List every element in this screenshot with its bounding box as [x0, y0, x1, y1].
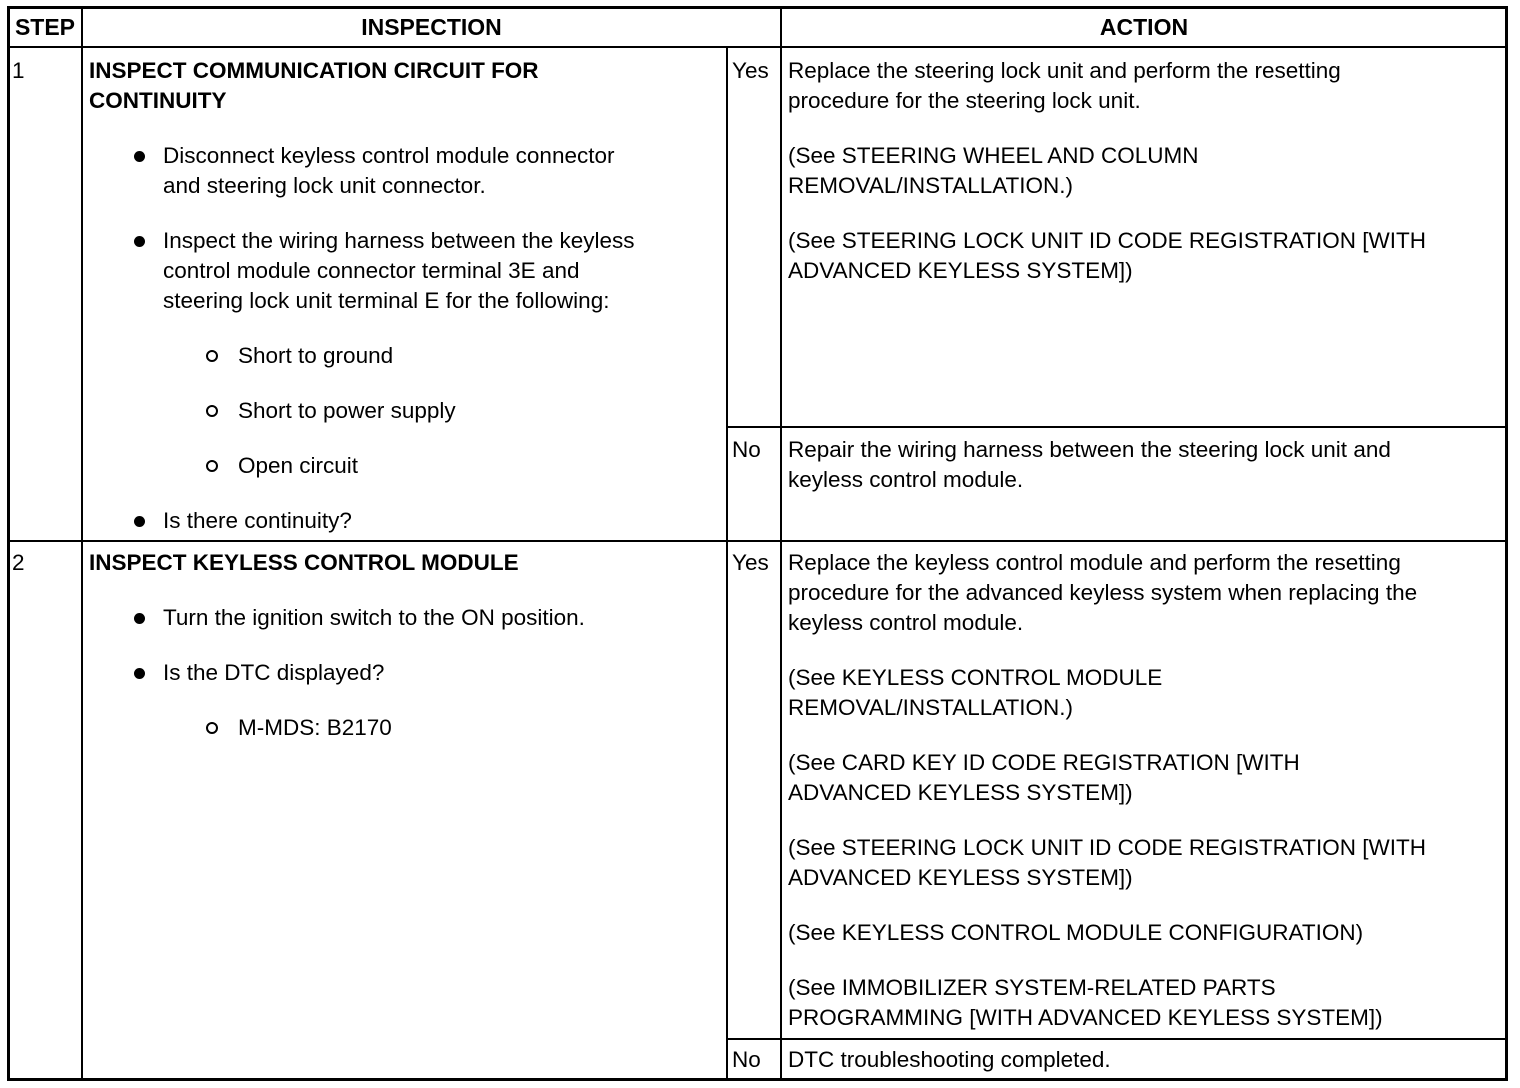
action-text: Replace the steering lock unit and perform the resetting procedure for the steering lock unit. — [788, 58, 1341, 113]
step-divider — [7, 540, 1508, 542]
list-item: Is the DTC displayed? — [163, 660, 385, 685]
sub-list-item: M-MDS: B2170 — [238, 715, 392, 740]
bullet-icon — [134, 151, 145, 162]
header-step: STEP — [14, 14, 76, 40]
action-reference: (See CARD KEY ID CODE REGISTRATION [WITH ADVANCED KEYLESS SYSTEM]) — [788, 750, 1300, 805]
header-inspection: INSPECTION — [361, 14, 502, 40]
header-divider — [7, 46, 1508, 48]
sub-bullet-icon — [206, 460, 218, 472]
action-reference: (See KEYLESS CONTROL MODULE REMOVAL/INSTALLATION.) — [788, 665, 1163, 720]
no-label: No — [732, 1047, 761, 1072]
list-item: Turn the ignition switch to the ON position. — [163, 605, 585, 630]
sub-bullet-icon — [206, 350, 218, 362]
action-reference: (See IMMOBILIZER SYSTEM-RELATED PARTS PROGRAMMING [WITH ADVANCED KEYLESS SYSTEM]) — [788, 975, 1383, 1030]
step-title: INSPECT COMMUNICATION CIRCUIT FOR CONTINUITY — [89, 58, 539, 113]
inspection-answer-divider — [726, 46, 728, 1081]
yes-label: Yes — [732, 58, 769, 83]
step2-yes-no-divider — [726, 1038, 1508, 1040]
action-reference: (See STEERING LOCK UNIT ID CODE REGISTRATION [WITH ADVANCED KEYLESS SYSTEM]) — [788, 228, 1426, 283]
list-item: Disconnect keyless control module connector and steering lock unit connector. — [163, 143, 615, 198]
step-number: 2 — [12, 550, 25, 575]
header-action: ACTION — [1099, 14, 1189, 40]
no-label: No — [732, 437, 761, 462]
action-column-divider — [780, 6, 782, 1081]
step1-yes-no-divider — [726, 426, 1508, 428]
bullet-icon — [134, 668, 145, 679]
action-reference: (See KEYLESS CONTROL MODULE CONFIGURATION) — [788, 920, 1364, 945]
list-item: Is there continuity? — [163, 508, 352, 533]
step-column-divider — [81, 6, 83, 1081]
sub-bullet-icon — [206, 722, 218, 734]
sub-bullet-icon — [206, 405, 218, 417]
sub-list-item: Short to ground — [238, 343, 394, 368]
step-title: INSPECT KEYLESS CONTROL MODULE — [89, 550, 519, 575]
action-text: Replace the keyless control module and perform the resetting procedure for the advanced keyless system when replacing the keyless control module. — [788, 550, 1418, 635]
bullet-icon — [134, 613, 145, 624]
action-reference: (See STEERING LOCK UNIT ID CODE REGISTRATION [WITH ADVANCED KEYLESS SYSTEM]) — [788, 835, 1426, 890]
bullet-icon — [134, 516, 145, 527]
action-text: DTC troubleshooting completed. — [788, 1047, 1111, 1072]
action-reference: (See STEERING WHEEL AND COLUMN REMOVAL/INSTALLATION.) — [788, 143, 1199, 198]
yes-label: Yes — [732, 550, 769, 575]
sub-list-item: Open circuit — [238, 453, 359, 478]
list-item: Inspect the wiring harness between the keyless control module connector terminal 3E and steering lock unit terminal E for the following: — [163, 228, 635, 313]
action-text: Repair the wiring harness between the steering lock unit and keyless control module. — [788, 437, 1391, 492]
sub-list-item: Short to power supply — [238, 398, 456, 423]
bullet-icon — [134, 236, 145, 247]
step-number: 1 — [12, 58, 25, 83]
